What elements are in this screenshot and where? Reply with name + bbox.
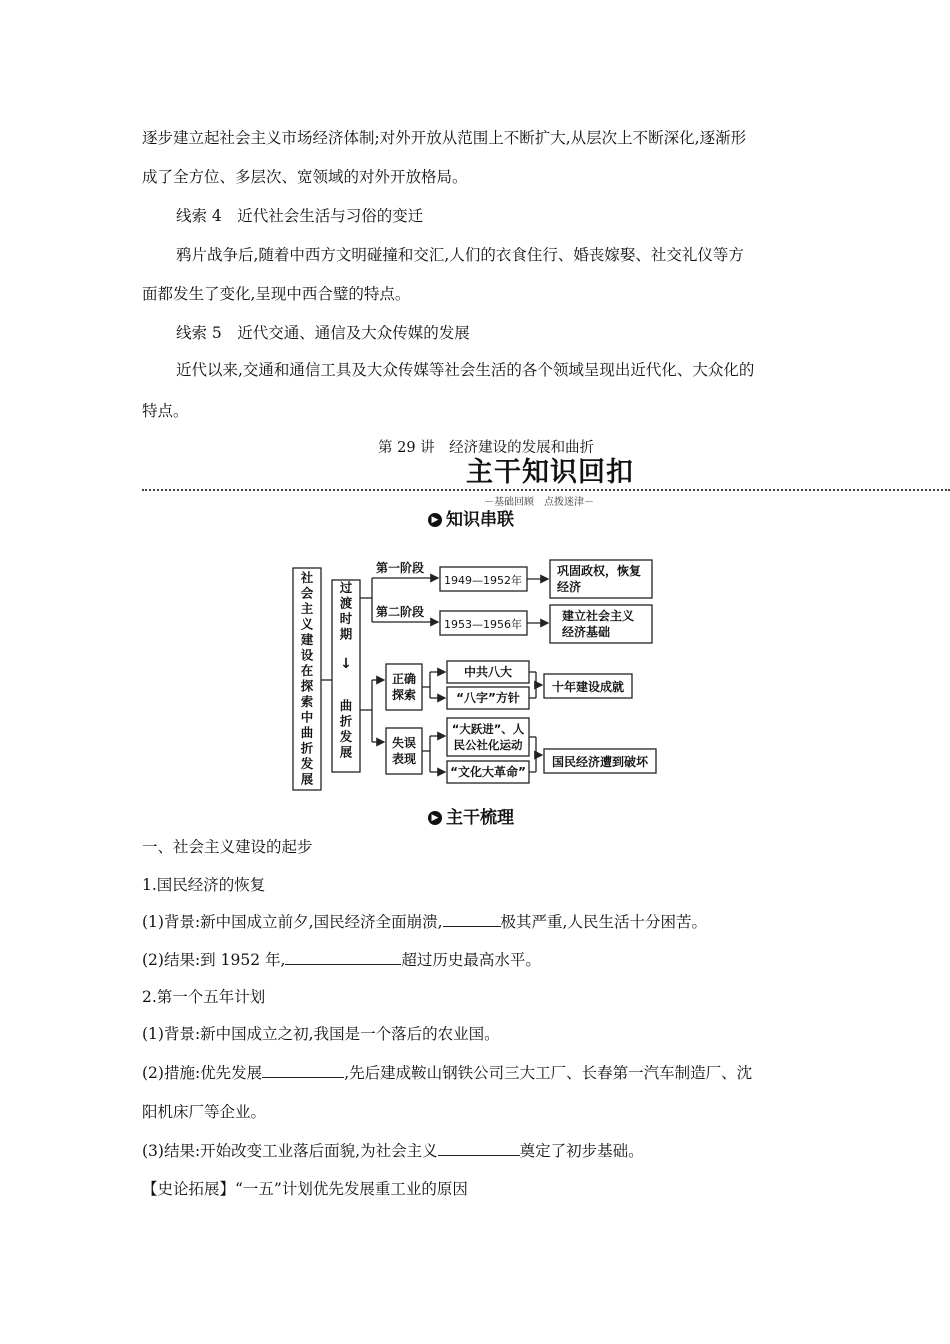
outline-item1-2 xyxy=(142,949,541,971)
item1-2-prefix: (2)结果:到 1952 年, xyxy=(142,951,286,969)
clue4-body-1: 鸦片战争后,随着中西方文明碰撞和交汇,人们的衣食住行、婚丧嫁娶、社交礼仪等方 xyxy=(176,246,744,264)
banner-divider xyxy=(142,489,950,491)
item1-1-suffix: 极其严重,人民生活十分困苦。 xyxy=(500,913,707,931)
fill-blank[interactable] xyxy=(262,1063,344,1078)
knowledge-chain-diagram xyxy=(280,550,670,800)
play-badge-icon: ▶ xyxy=(428,513,442,527)
fill-blank[interactable] xyxy=(285,950,401,965)
intro-line-1: 逐步建立起社会主义市场经济体制;对外开放从范围上不断扩大,从层次上不断深化,逐渐形 xyxy=(142,129,747,147)
mistake-line1: 失误 xyxy=(392,736,417,750)
history-extension: 【史论拓展】“一五”计划优先发展重工业的原因 xyxy=(142,1180,468,1198)
clue5-body-1: 近代以来,交通和通信工具及大众传媒等社会生活的各个领域呈现出近代化、大众化的 xyxy=(176,361,755,379)
fill-blank[interactable] xyxy=(443,912,501,927)
item1-1-prefix: (1)背景:新中国成立前夕,国民经济全面崩溃, xyxy=(142,913,443,931)
banner-subtitle: －基础回顾 点拨迷津－ xyxy=(484,497,594,508)
outline-item2-3 xyxy=(142,1140,644,1162)
result1-line1: 巩固政权，恢复 xyxy=(557,564,642,578)
outline-item2-2 xyxy=(142,1062,752,1084)
down-arrow-icon: ↓ xyxy=(340,656,352,672)
transition-label: 过渡时期 xyxy=(339,580,353,642)
outline-item1-1 xyxy=(142,911,707,933)
stage1-label: 第一阶段 xyxy=(376,561,425,575)
section-knowledge-chain xyxy=(428,509,514,531)
clue4-body-2: 面都发生了变化,呈现中西合璧的特点。 xyxy=(142,285,411,303)
outline-item2: 2.第一个五年计划 xyxy=(142,988,266,1006)
m2-label: “文化大革命” xyxy=(450,765,526,779)
mistake-line2: 表现 xyxy=(392,752,417,766)
achievement-label: 十年建设成就 xyxy=(551,680,625,694)
item2-3-prefix: (3)结果:开始改变工业落后面貌,为社会主义 xyxy=(142,1142,438,1160)
m1-line2: 民公社化运动 xyxy=(453,738,523,752)
c2-label: “八字”方针 xyxy=(456,691,520,705)
intro-line-2: 成了全方位、多层次、宽领域的对外开放格局。 xyxy=(142,168,468,186)
play-badge-icon: ▶ xyxy=(428,811,442,825)
section-main-outline-label: 主干梳理 xyxy=(446,808,514,828)
outline-item2-1: (1)背景:新中国成立之初,我国是一个落后的农业国。 xyxy=(142,1025,500,1043)
correct-line1: 正确 xyxy=(392,672,417,686)
years1-label: 1949—1952年 xyxy=(444,574,522,587)
mistake-box xyxy=(386,728,422,774)
section-knowledge-chain-label: 知识串联 xyxy=(446,510,514,530)
years2-label: 1953—1956年 xyxy=(444,618,522,631)
lecture-title: 第 29 讲 经济建设的发展和曲折 xyxy=(378,440,595,456)
root-char-1: 社会主义建设在探索中曲折发展 xyxy=(300,570,314,787)
correct-box xyxy=(386,664,422,710)
c1-label: 中共八大 xyxy=(463,665,513,679)
result1-line2: 经济 xyxy=(557,580,582,594)
clue5-title: 线索 5 近代交通、通信及大众传媒的发展 xyxy=(176,324,470,342)
banner-title: 主干知识回扣 xyxy=(466,457,634,488)
outline-item1: 1.国民经济的恢复 xyxy=(142,876,266,894)
clue5-body-2: 特点。 xyxy=(142,402,189,420)
item2-2-prefix: (2)措施:优先发展 xyxy=(142,1064,263,1082)
item2-3-suffix: 奠定了初步基础。 xyxy=(519,1142,644,1160)
result2-line1: 建立社会主义 xyxy=(562,609,635,623)
fill-blank[interactable] xyxy=(438,1141,520,1156)
correct-line2: 探索 xyxy=(392,688,417,702)
outline-part1: 一、社会主义建设的起步 xyxy=(142,838,313,856)
clue4-title: 线索 4 近代社会生活与习俗的变迁 xyxy=(176,207,424,225)
stage2-label: 第二阶段 xyxy=(376,605,425,619)
section-main-outline xyxy=(428,807,514,829)
tortuous-label: 曲折发展 xyxy=(339,698,353,760)
item1-2-suffix: 超过历史最高水平。 xyxy=(401,951,541,969)
damage-label: 国民经济遭到破坏 xyxy=(551,755,649,769)
m1-line1: “大跃进”、人 xyxy=(451,722,525,736)
outline-item2-2-cont: 阳机床厂等企业。 xyxy=(142,1103,267,1121)
item2-2-suffix: ,先后建成鞍山钢铁公司三大工厂、长春第一汽车制造厂、沈 xyxy=(344,1064,753,1082)
result2-line2: 经济基础 xyxy=(562,625,611,639)
